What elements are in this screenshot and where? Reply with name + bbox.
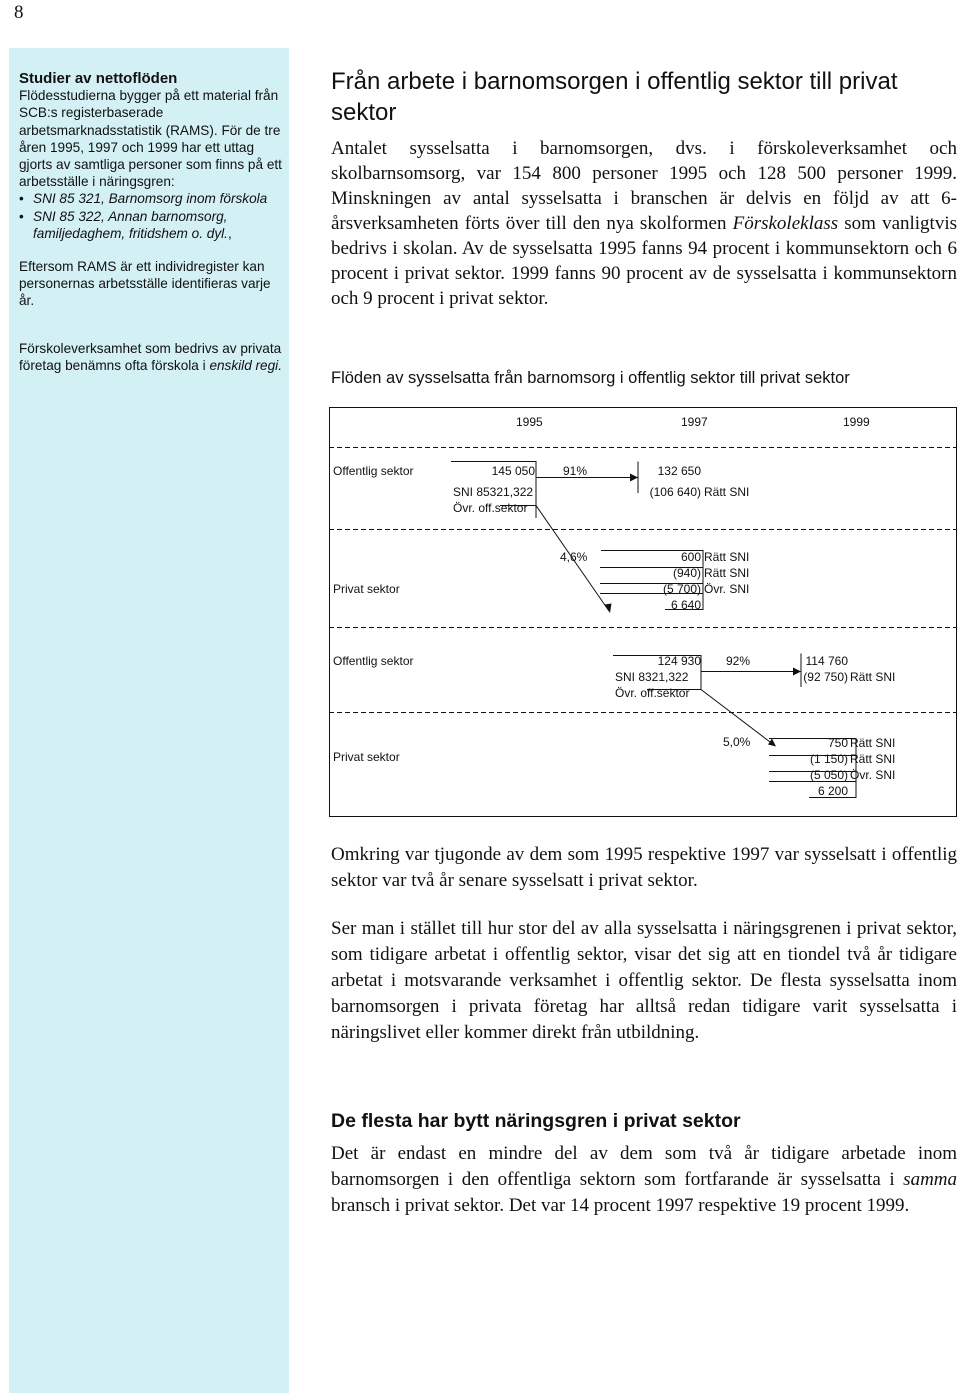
ovr-1997: Övr. off.sektor [615,686,690,700]
pct-stay-1: 91% [563,464,588,478]
sni-1995: SNI 85321,322 [453,485,534,499]
priv-1999-total: 6 200 [817,784,848,798]
year-1995: 1995 [516,415,543,429]
priv-1999-b-label: Rätt SNI [850,752,896,766]
paragraph-1-a: Antalet sysselsatta i barnomsorgen, dvs. i förskoleverksamhet och skolbarnsomsorg, var 154 800 personer 1995 och 128 500 personer 1999. Minskningen av antal sysselsatta i branschen är delvis en följd av att 6-årsverksamheten förts över till den nya skolformen [331,138,957,234]
offentlig-label-1: Offentlig sektor [333,464,414,478]
sni-1997: SNI 8321,322 [615,670,689,684]
ratt-label-1997: Rätt SNI [704,485,750,499]
priv-1999-c-label: Övr. SNI [850,768,896,782]
sidebar-para-2: Eftersom RAMS är ett individregister kan personernas arbetsställe identifieras varje år. [19,259,271,309]
ovr-1995: Övr. off.sektor [453,501,528,515]
paragraph-3: Ser man i stället till hur stor del av alla sysselsatta i näringsgrenen i privat sektor, som tidigare arbetat i offentlig sektor, visar det sig att en tiondel två år tidigare arbetat i motsvarande verksamhet i offentlig sektor. De flesta sysselsatta inom barnomsorgen i privata företag har alltså redan tidigare varit sysselsatta i näringslivet eller kommer direkt från utbildning. [331,918,957,1043]
flow-figure [329,407,957,817]
ratt-1997: (106 640) [649,485,701,499]
count-1997: 124 930 [657,654,701,668]
privat-label-2: Privat sektor [333,750,400,764]
subheading: De flesta har bytt näringsgren i privat sektor [331,1110,741,1132]
sidebar-bullet-2-comma: , [227,225,232,241]
priv-1999-a-label: Rätt SNI [850,736,896,750]
paragraph-2: Omkring var tjugonde av dem som 1995 respektive 1997 var sysselsatt i offentlig sektor var två år senare sysselsatt i privat sektor. [331,844,957,891]
count-1995: 145 050 [491,464,535,478]
priv-1997-b: (940) [672,566,701,580]
priv-1999-c: (5 050) [809,768,848,782]
privat-label-1: Privat sektor [333,582,400,596]
priv-1999-a: 750 [827,736,848,750]
sidebar-bullet-1: • SNI 85 321, Barnomsorg inom förskola [19,190,287,207]
sidebar-para-3-lead: Förskoleverksamhet som bedrivs av privata företag benämns ofta förskola i [19,340,282,373]
page-number: 8 [14,2,24,23]
paragraph-1-italic: Förskoleklass [732,213,839,234]
paragraph-4-a: Det är endast en mindre del av dem som två år tidigare arbetade inom barnomsorgen i den offentliga sektorn som fortfarande är sysselsatta i [331,1143,957,1190]
pct-stay-2: 92% [726,654,751,668]
sidebar-title: Studier av nettoflöden [19,70,178,87]
paragraph-1-b: som vanligtvis bedrivs i skolan. Av de sysselsatta 1995 fanns 94 procent i kommunsektorn och 6 procent i privat sektor. 1999 fanns 90 procent av de sysselsatta i kommunsektorn och 9 procent i privat sektor. [331,213,958,309]
priv-1997-a: 600 [680,550,701,564]
paragraph-4-italic: samma [903,1169,958,1190]
year-1997: 1997 [681,415,708,429]
ratt-1999: (92 750) [803,670,848,684]
priv-1997-c: (5 700) [662,582,701,596]
priv-1997-c-label: Övr. SNI [704,582,750,596]
pct-move-1: 4,6% [560,550,588,564]
sidebar-bullet-2-cont-text: familjedaghem, fritidshem o. dyl. [33,225,228,241]
paragraph-4-b: bransch i privat sektor. Det var 14 procent 1997 respektive 19 procent 1999. [331,1195,910,1216]
main-heading: Från arbete i barnomsorgen i offentlig sektor till privat sektor [331,68,898,126]
offentlig-label-2: Offentlig sektor [333,654,414,668]
sidebar-intro: Flödesstudierna bygger på ett material från SCB:s registerbaserade arbetsmarknadsstatistik (RAMS). För de tre åren 1995, 1997 och 1999 har ett uttag gjorts av samtliga personer som finns på ett arbetsställe i näringsgren: [19,88,282,190]
priv-1997-a-label: Rätt SNI [704,550,750,564]
pct-move-2: 5,0% [723,735,751,749]
year-1999: 1999 [843,415,870,429]
paragraph-1 [331,136,957,311]
sidebar-para-3 [19,340,287,374]
count-1999-offentlig: 114 760 [805,654,848,668]
sidebar [9,48,289,1393]
priv-1997-total: 6 640 [670,598,701,612]
sidebar-bullet-2: • SNI 85 322, Annan barnomsorg, [19,208,287,225]
figure-title: Flöden av sysselsatta från barnomsorg i offentlig sektor till privat sektor [331,369,850,387]
priv-1997-b-label: Rätt SNI [704,566,750,580]
ratt-label-1999: Rätt SNI [850,670,896,684]
priv-1999-b: (1 150) [809,752,848,766]
sidebar-para-3-italic: enskild regi. [209,357,282,373]
sidebar-bullet-2-cont [19,225,287,242]
paragraph-4 [331,1141,957,1219]
count-1997-offentlig: 132 650 [657,464,701,478]
